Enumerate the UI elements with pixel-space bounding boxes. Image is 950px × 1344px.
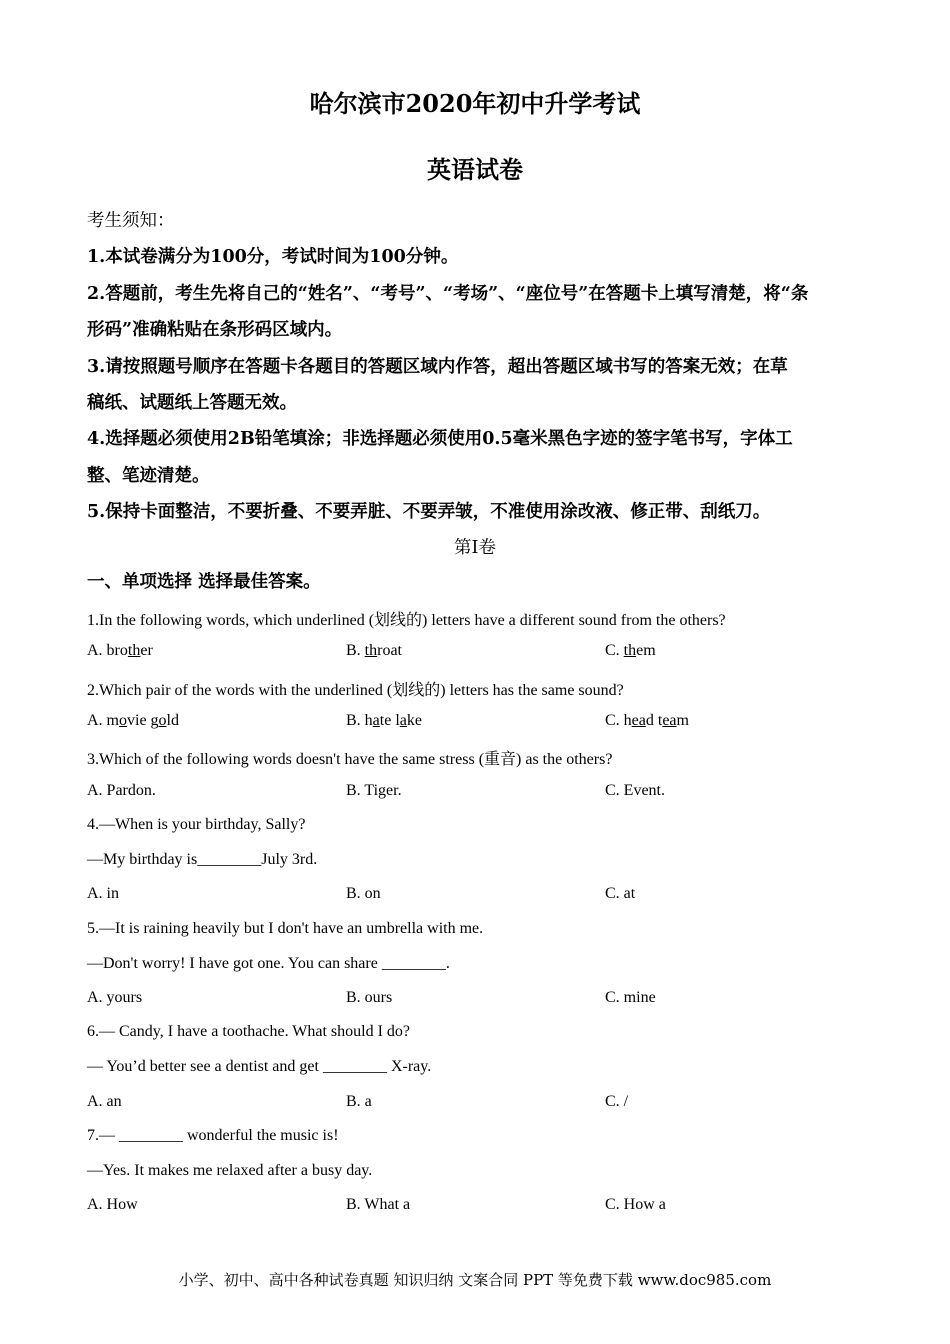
question-7-line-2: —Yes. It makes me relaxed after a busy day. [87,1162,373,1179]
question-7-line-1: 7.— ________ wonderful the music is! [87,1127,339,1144]
q7-option-c: C. How a [605,1196,666,1213]
notice-line: 形码”准确粘贴在条形码区域内。 [87,320,343,341]
notice-line: 2.答题前，考生先将自己的“姓名”、“考号”、“考场”、“座位号”在答题卡上填写清楚，将“条 [87,283,809,304]
question-6-line-1: 6.— Candy, I have a toothache. What should I do? [87,1023,411,1040]
question-2-text: 2.Which pair of the words with the underlined (划线的) letters has the same sound? [87,682,624,699]
question-5-line-1: 5.—It is raining heavily but I don't have an umbrella with me. [87,920,484,937]
q1-option-b: B. throat [346,642,402,659]
page-footer: 小学、初中、高中各种试卷真题 知识归纳 文案合同 PPT 等免费下载 www.doc985.com [178,1271,772,1289]
q6-option-a: A. an [87,1093,122,1110]
notice-line: 5.保持卡面整洁，不要折叠、不要弄脏、不要弄皱，不准使用涂改液、修正带、刮纸刀。 [87,502,771,523]
notice-line: 3.请按照题号顺序在答题卡各题目的答题区域内作答，超出答题区域书写的答案无效；在草 [87,356,788,377]
q2-option-b: B. hate lake [346,712,422,729]
notice-line: 稿纸、试题纸上答题无效。 [87,393,297,414]
q5-option-c: C. mine [605,989,656,1006]
question-4-line-1: 4.—When is your birthday, Sally? [87,816,306,833]
q2-option-a: A. movie gold [87,712,179,729]
question-5-line-2: —Don't worry! I have got one. You can share ________. [87,955,450,972]
q1-option-a: A. brother [87,642,153,659]
q7-option-b: B. What a [346,1196,411,1213]
exam-subtitle: 英语试卷 [427,155,523,184]
q5-option-a: A. yours [87,989,143,1006]
notice-line: 4.选择题必须使用2B铅笔填涂；非选择题必须使用0.5毫米黑色字迹的签字笔书写，字体工 [87,429,793,450]
q4-option-c: C. at [605,885,636,902]
q3-option-c: C. Event. [605,782,665,799]
question-1-text: 1.In the following words, which underlined (划线的) letters have a different sound from the others? [87,612,726,629]
notice-block [87,203,867,531]
q6-option-b: B. a [346,1093,372,1110]
q7-option-a: A. How [87,1196,138,1213]
notice-line: 整、笔迹清楚。 [87,465,210,486]
q3-option-b: B. Tiger. [346,782,402,799]
q1-option-c: C. them [605,642,656,659]
q3-option-a: A. Pardon. [87,782,156,799]
q6-option-c: C. / [605,1093,629,1110]
notice-line: 1.本试卷满分为100分，考试时间为100分钟。 [87,247,459,268]
question-3-text: 3.Which of the following words doesn't have the same stress (重音) as the others? [87,751,613,768]
exam-title: 哈尔滨市2020年初中升学考试 [309,89,641,118]
q4-option-a: A. in [87,885,119,902]
section-title: 第Ⅰ卷 [454,538,496,558]
question-6-line-2: — You’d better see a dentist and get ________ X-ray. [87,1058,432,1075]
q2-option-c: C. head team [605,712,689,729]
q4-option-b: B. on [346,885,381,902]
part-title: 一、单项选择 选择最佳答案。 [87,572,321,592]
notice-heading: 考生须知： [87,211,175,231]
q5-option-b: B. ours [346,989,393,1006]
question-4-line-2: —My birthday is________July 3rd. [87,851,318,868]
